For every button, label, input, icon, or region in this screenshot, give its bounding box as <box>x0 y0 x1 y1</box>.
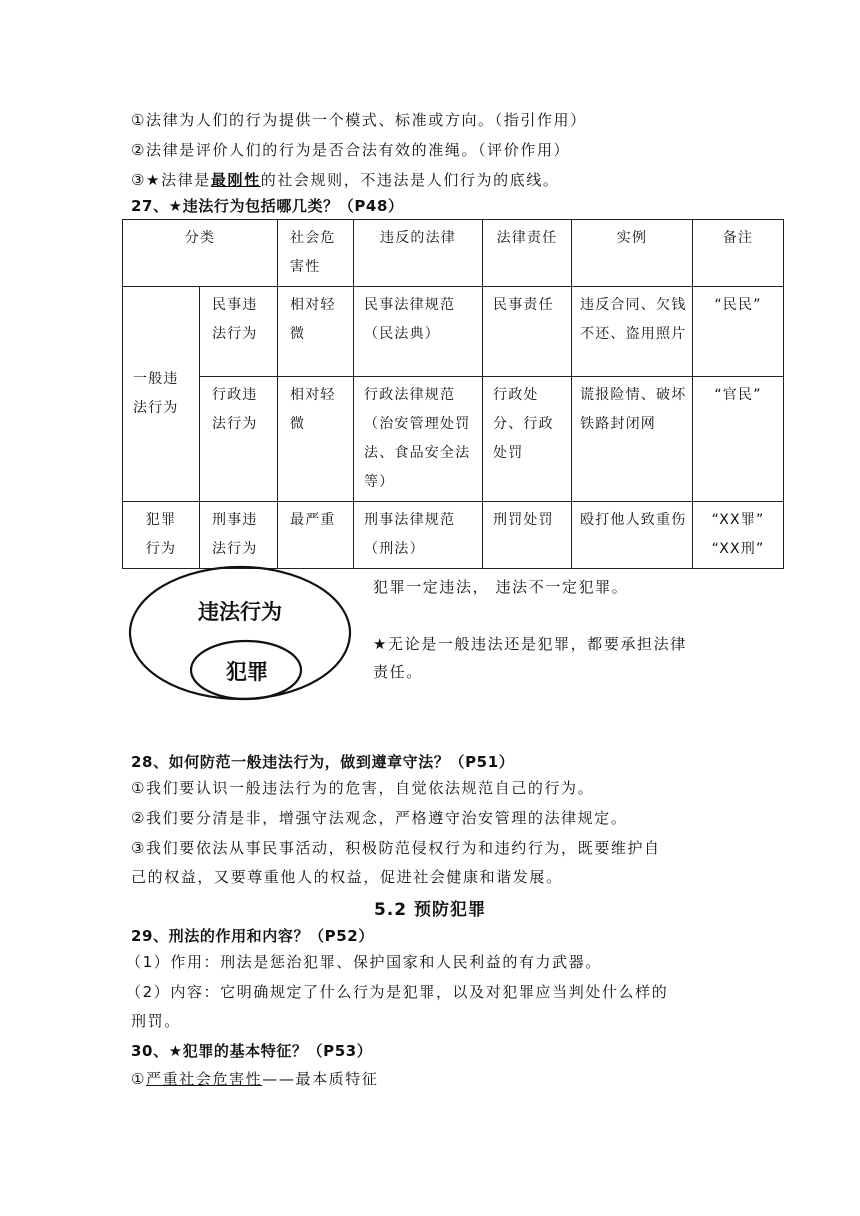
table-cell: 违反合同、欠钱不还、盗用照片 <box>572 287 693 377</box>
note-line: “XX刑” <box>711 541 765 557</box>
venn-note: ★无论是一般违法还是犯罪，都要承担法律 <box>373 635 687 653</box>
table-cell: 民事违法行为 <box>200 287 278 377</box>
table-cell: 民事责任 <box>483 287 572 377</box>
text-line: 刑罚。 <box>131 1012 181 1030</box>
group-cell: 一般违法行为 <box>123 287 200 502</box>
text-line: ①法律为人们的行为提供一个模式、标准或方向。（指引作用） <box>131 111 587 129</box>
header-cell: 备注 <box>693 220 784 287</box>
header-cell: 违反的法律 <box>354 220 483 287</box>
header-cell: 法律责任 <box>483 220 572 287</box>
venn-note: 责任。 <box>373 663 423 681</box>
text-line: ②法律是评价人们的行为是否合法有效的准绳。（评价作用） <box>131 141 571 159</box>
table-cell: 殴打他人致重伤 <box>572 502 693 569</box>
text-line <box>131 1069 378 1089</box>
question-heading: 29、刑法的作用和内容？（P52） <box>131 927 374 945</box>
table-cell: “民民” <box>693 287 784 377</box>
table-cell: 行政处分、行政处罚 <box>483 377 572 502</box>
note-line: “XX罪” <box>711 512 765 528</box>
text-fragment: ——最本质特征 <box>262 1070 379 1088</box>
question-heading: 30、★犯罪的基本特征？（P53） <box>131 1042 373 1060</box>
table-cell: 最严重 <box>278 502 354 569</box>
table-cell: 相对轻微 <box>278 377 354 502</box>
text-line: ①我们要认识一般违法行为的危害，自觉依法规范自己的行为。 <box>131 779 595 797</box>
table-cell: 谎报险情、破坏铁路封闭网 <box>572 377 693 502</box>
table-cell: 刑事法律规范（刑法） <box>354 502 483 569</box>
text-line: ③我们要依法从事民事活动，积极防范侵权行为和违约行为，既要维护自 <box>131 839 661 857</box>
table-cell: 行政违法行为 <box>200 377 278 502</box>
text-line: 己的权益，又要尊重他人的权益，促进社会健康和谐发展。 <box>131 868 563 886</box>
text-fragment: 的社会规则，不违法是人们行为的底线。 <box>260 171 560 189</box>
table-cell: “官民” <box>693 377 784 502</box>
emphasis-underlined: 最刚性 <box>210 171 261 189</box>
question-heading: 27、★违法行为包括哪几类？（P48） <box>131 197 404 215</box>
emphasis-underlined: 严重社会危害性 <box>146 1070 263 1088</box>
text-fragment: ① <box>131 1070 147 1088</box>
header-cell: 分类 <box>123 220 278 287</box>
venn-note: 犯罪一定违法， 违法不一定犯罪。 <box>373 578 629 596</box>
text-fragment: ③★法律是 <box>131 171 211 189</box>
inner-label: 犯罪 <box>226 660 268 684</box>
table-cell: 行政法律规范（治安管理处罚法、食品安全法等） <box>354 377 483 502</box>
section-title: 5.2 预防犯罪 <box>373 900 487 920</box>
table-cell: 刑事违法行为 <box>200 502 278 569</box>
table-cell: 民事法律规范（民法典） <box>354 287 483 377</box>
table-cell: 刑罚处罚 <box>483 502 572 569</box>
header-cell: 实例 <box>572 220 693 287</box>
text-line: （2）内容：它明确规定了什么行为是犯罪，以及对犯罪应当判处什么样的 <box>126 983 669 1001</box>
text-line: （1）作用：刑法是惩治犯罪、保护国家和人民利益的有力武器。 <box>126 953 602 971</box>
question-heading: 28、如何防范一般违法行为，做到遵章守法？（P51） <box>131 753 515 771</box>
outer-label: 违法行为 <box>198 600 282 624</box>
header-cell: 社会危害性 <box>278 220 354 287</box>
table-cell: 相对轻微 <box>278 287 354 377</box>
text-line: ②我们要分清是非，增强守法观念，严格遵守治安管理的法律规定。 <box>131 809 628 827</box>
group-cell: 犯罪行为 <box>123 502 200 569</box>
